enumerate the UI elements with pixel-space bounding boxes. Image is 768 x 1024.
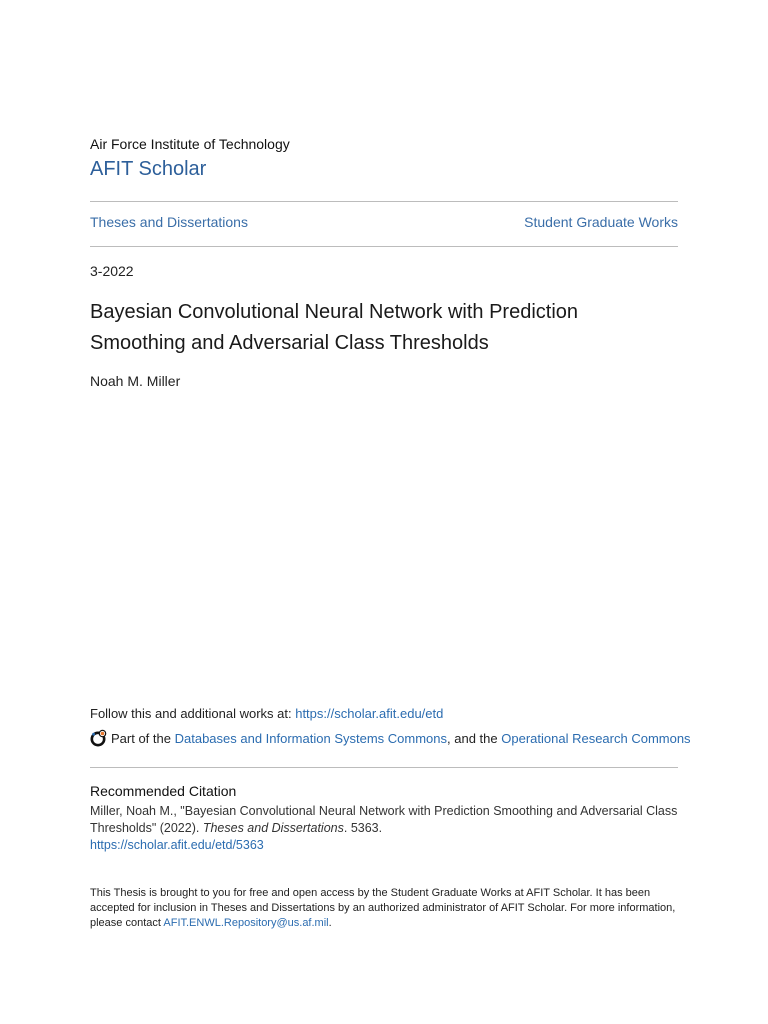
- part-of-middle: , and the: [447, 730, 498, 746]
- publication-date: 3-2022: [90, 263, 134, 279]
- citation-number: . 5363.: [343, 821, 383, 835]
- databases-commons-link[interactable]: Databases and Information Systems Commons: [174, 730, 448, 746]
- access-notice: [90, 886, 680, 931]
- contact-email-link[interactable]: AFIT.ENWL.Repository@us.af.mil: [163, 917, 329, 929]
- follow-line: [90, 706, 443, 721]
- citation-series: Theses and Dissertations: [202, 821, 344, 835]
- document-title: Bayesian Convolutional Neural Network with Prediction Smoothing and Adversarial Class Thresholds: [90, 301, 579, 354]
- follow-link[interactable]: https://scholar.afit.edu/etd: [295, 706, 444, 721]
- part-of-prefix: Part of the: [111, 730, 171, 746]
- author-name: Noah M. Miller: [90, 373, 181, 389]
- divider-nav: [90, 246, 678, 247]
- access-notice-end: .: [328, 917, 332, 929]
- citation-heading: Recommended Citation: [90, 783, 237, 799]
- follow-text: Follow this and additional works at:: [90, 706, 296, 721]
- citation-body: [90, 803, 690, 854]
- access-notice-text: This Thesis is brought to you for free and open access by the Student Graduate Works at AFIT Scholar. It has been accepted for inclusion in Theses and Dissertations by an authorized administrator of AFIT Scholar. For more information, please contact: [90, 887, 676, 929]
- student-graduate-works-link[interactable]: Student Graduate Works: [524, 214, 678, 230]
- repository-link[interactable]: AFIT Scholar: [90, 158, 207, 180]
- institution-name: Air Force Institute of Technology: [90, 136, 290, 152]
- part-of-line: [90, 729, 691, 747]
- commons-network-icon: [90, 729, 108, 747]
- divider-top: [90, 201, 678, 202]
- theses-dissertations-link[interactable]: Theses and Dissertations: [90, 214, 248, 230]
- citation-text: Miller, Noah M., "Bayesian Convolutional Neural Network with Prediction Smoothing and Adversarial Class Thresholds" (2022).: [90, 804, 678, 835]
- operational-research-commons-link[interactable]: Operational Research Commons: [501, 730, 691, 746]
- citation-link[interactable]: https://scholar.afit.edu/etd/5363: [90, 838, 264, 852]
- divider-citation: [90, 767, 678, 768]
